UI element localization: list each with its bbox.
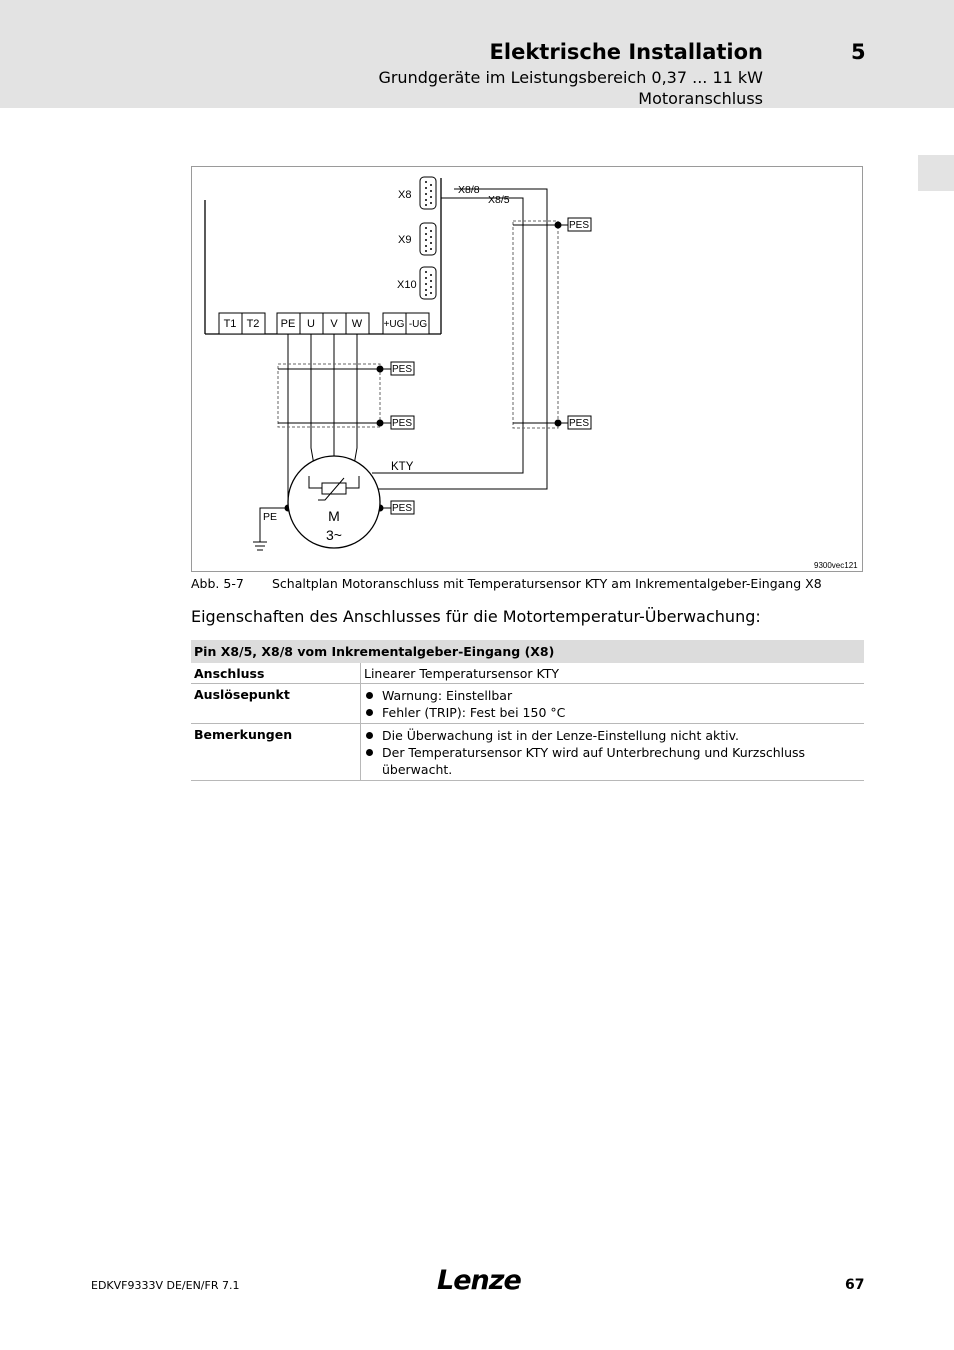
label-x10: X10	[397, 279, 417, 291]
row-value	[361, 724, 865, 781]
section-subtitle: Motoranschluss	[638, 89, 763, 108]
terminal-pe: PE	[280, 318, 296, 330]
connector-x8	[420, 177, 436, 209]
connector-x9	[420, 223, 436, 255]
pes-label-encoder-bottom: PES	[568, 418, 590, 429]
pes-label-motor: PES	[391, 503, 413, 514]
terminal-u: U	[307, 318, 315, 330]
connector-x10	[420, 267, 436, 299]
page-subtitle: Grundgeräte im Leistungsbereich 0,37 ... 11 kW	[378, 68, 763, 87]
pes-label-encoder-top: PES	[568, 220, 590, 231]
pes-label-cable-bottom: PES	[391, 418, 413, 429]
motor-m-label: M	[328, 508, 340, 524]
page-number: 67	[845, 1277, 865, 1293]
table-header-row	[191, 640, 864, 663]
table-row	[191, 724, 864, 781]
table-row	[191, 684, 864, 724]
chapter-tab-marker	[918, 155, 954, 191]
kty-label: KTY	[391, 461, 414, 473]
bullet-item: Fehler (TRIP): Fest bei 150 °C	[364, 704, 861, 721]
figure-caption-number: Abb. 5-7	[191, 576, 244, 591]
wiring-diagram	[191, 166, 863, 572]
figure-caption-text: Schaltplan Motoranschluss mit Temperatursensor KTY am Inkrementalgeber-Eingang X8	[272, 576, 822, 591]
table-header: Pin X8/5, X8/8 vom Inkrementalgeber-Eingang (X8)	[191, 640, 864, 663]
label-x8: X8	[398, 189, 412, 201]
row-label: Auslösepunkt	[191, 684, 361, 724]
terminal-v: V	[330, 318, 338, 330]
terminal-t1: T1	[223, 318, 237, 330]
terminal-plus-ug: +UG	[383, 319, 405, 330]
pe-ground-label: PE	[263, 511, 278, 523]
section-heading: Eigenschaften des Anschlusses für die Motortemperatur-Überwachung:	[191, 607, 761, 626]
row-value: Linearer Temperatursensor KTY	[361, 663, 865, 684]
bullet-item: Der Temperatursensor KTY wird auf Unterbrechung und Kurzschluss überwacht.	[364, 744, 861, 778]
row-label: Bemerkungen	[191, 724, 361, 781]
footer-doc-id: EDKVF9333V DE/EN/FR 7.1	[91, 1279, 240, 1292]
motor-phase-label: 3~	[326, 527, 342, 543]
bullet-item: Die Überwachung ist in der Lenze-Einstellung nicht aktiv.	[364, 727, 861, 744]
chapter-title: Elektrische Installation	[489, 40, 763, 64]
header-band	[0, 0, 954, 108]
chapter-number: 5	[851, 40, 866, 64]
row-label: Anschluss	[191, 663, 361, 684]
label-x8-5: X8/5	[488, 194, 510, 206]
row-value	[361, 684, 865, 724]
properties-table	[191, 640, 864, 781]
terminal-w: W	[351, 318, 363, 330]
figure-ref-code: 9300vec121	[814, 561, 858, 570]
label-x8-8: X8/8	[458, 184, 480, 196]
bullet-item: Warnung: Einstellbar	[364, 687, 861, 704]
label-x9: X9	[398, 234, 412, 246]
terminal-t2: T2	[246, 318, 260, 330]
terminal-minus-ug: -UG	[408, 319, 428, 330]
pes-label-cable-top: PES	[391, 364, 413, 375]
lenze-logo: Lenze	[437, 1265, 521, 1296]
table-row	[191, 663, 864, 684]
